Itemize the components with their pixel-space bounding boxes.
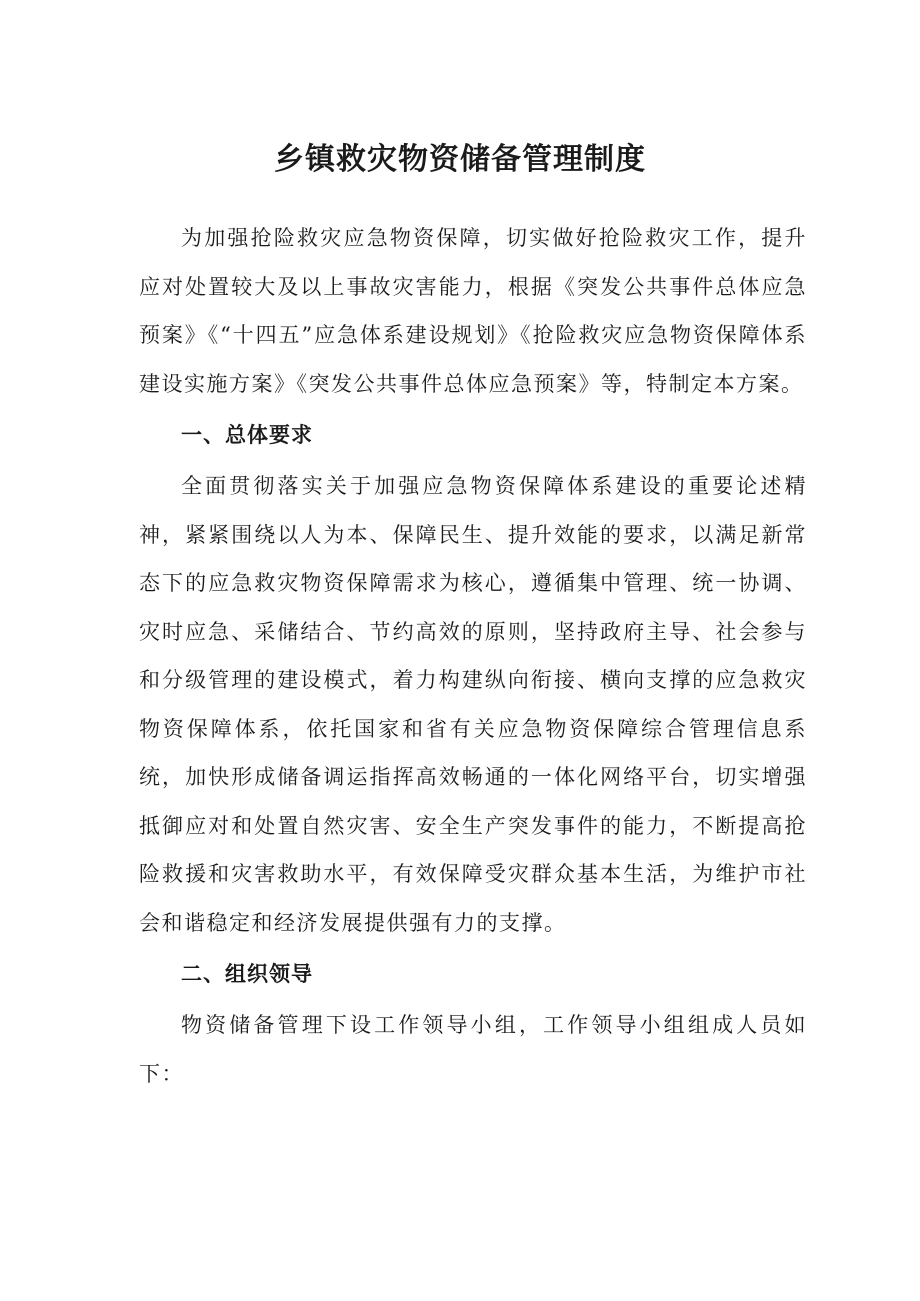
document-body	[139, 214, 807, 1098]
section-paragraph: 全面贯彻落实关于加强应急物资保障体系建设的重要论述精神，紧紧围绕以人为本、保障民生、提升效能的要求，以满足新常态下的应急救灾物资保障需求为核心，遵循集中管理、统一协调、灾时应急、采储结合、节约高效的原则，坚持政府主导、社会参与和分级管理的建设模式，着力构建纵向衔接、横向支撑的应急救灾物资保障体系，依托国家和省有关应急物资保障综合管理信息系统，加快形成储备调运指挥高效畅通的一体化网络平台，切实增强抵御应对和处置自然灾害、安全生产突发事件的能力，不断提高抢险救援和灾害救助水平，有效保障受灾群众基本生活，为维护市社会和谐稳定和经济发展提供强有力的支撑。	[139, 474, 807, 935]
intro-paragraph: 为加强抢险救灾应急物资保障，切实做好抢险救灾工作，提升应对处置较大及以上事故灾害能力，根据《突发公共事件总体应急预案》《“十四五”应急体系建设规划》《抢险救灾应急物资保障体系建设实施方案》《突发公共事件总体应急预案》等，特制定本方案。	[139, 226, 807, 396]
section-paragraph: 物资储备管理下设工作领导小组，工作领导小组组成人员如下：	[139, 1013, 807, 1086]
section-heading: 一、总体要求	[181, 423, 313, 447]
section-general-requirements	[139, 408, 807, 947]
document-title: 乡镇救灾物资储备管理制度	[274, 142, 646, 177]
section-heading: 二、组织领导	[181, 962, 313, 986]
section-organization-leadership	[139, 947, 807, 1098]
